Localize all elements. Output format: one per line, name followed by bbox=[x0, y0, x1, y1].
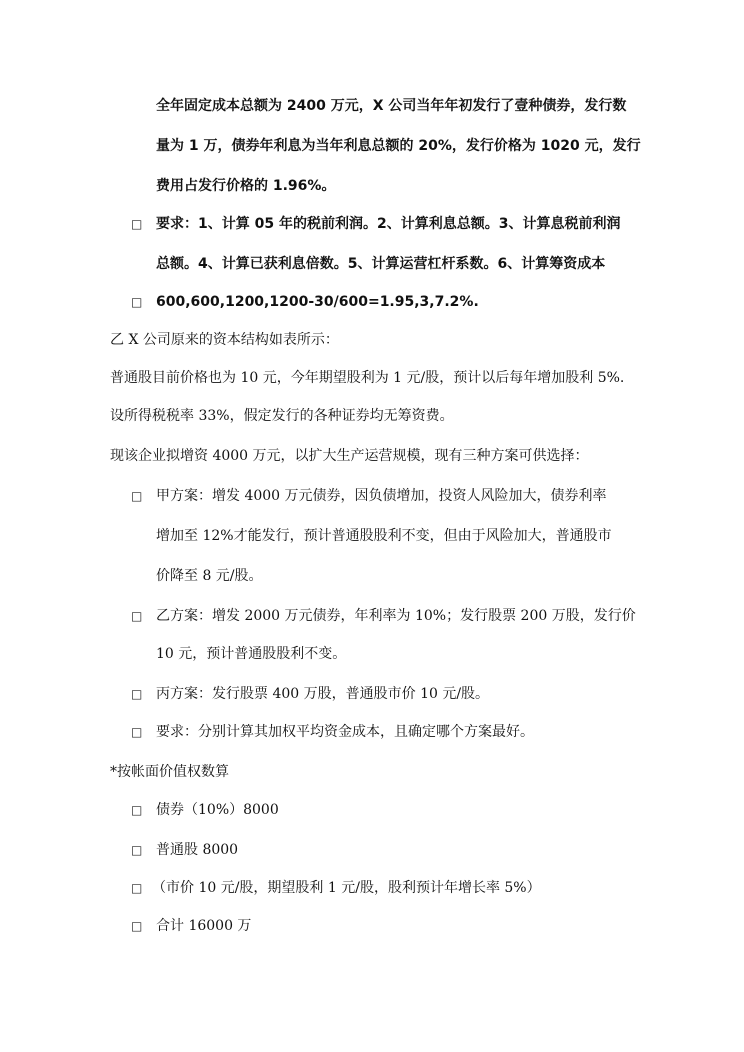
plan-a-line-1: 甲方案：增发 4000 万元债券，因负债增加，投资人风险加大，债券利率 bbox=[156, 488, 607, 504]
bullet-icon: □ bbox=[131, 217, 143, 231]
book-value-item: 债券（10%）8000 bbox=[156, 802, 279, 818]
book-value-item: 普通股 8000 bbox=[156, 842, 239, 858]
bullet-icon: □ bbox=[131, 609, 143, 623]
bullet-icon: □ bbox=[131, 881, 143, 895]
top-paragraph-line-3: 费用占发行价格的 1.96%。 bbox=[156, 178, 336, 194]
bullet-icon: □ bbox=[131, 295, 143, 309]
bullet-icon: □ bbox=[131, 687, 143, 701]
bullet-icon: □ bbox=[131, 803, 143, 817]
answer-1: 600,600,1200,1200-30/600=1.95,3,7.2%. bbox=[156, 294, 479, 310]
plan-a-line-2: 增加至 12%才能发行，预计普通股股利不变，但由于风险加大，普通股市 bbox=[156, 528, 612, 544]
requirement-1-line-1: 要求：1、计算 05 年的税前利润。2、计算利息总额。3、计算息税前利润 bbox=[156, 216, 621, 232]
book-value-item: 合计 16000 万 bbox=[156, 918, 252, 934]
case-2-stock-line: 普通股目前价格也为 10 元，今年期望股利为 1 元/股，预计以后每年增加股利 5%. bbox=[110, 370, 625, 386]
bullet-icon: □ bbox=[131, 489, 143, 503]
bullet-icon: □ bbox=[131, 725, 143, 739]
requirement-2: 要求：分别计算其加权平均资金成本，且确定哪个方案最好。 bbox=[156, 724, 534, 740]
plan-c-line-1: 丙方案：发行股票 400 万股，普通股市价 10 元/股。 bbox=[156, 686, 490, 702]
requirement-1-line-2: 总额。4、计算已获利息倍数。5、计算运营杠杆系数。6、计算筹资成本 bbox=[156, 256, 606, 272]
book-value-item: （市价 10 元/股，期望股利 1 元/股，股利预计年增长率 5%） bbox=[152, 880, 541, 896]
plan-b-line-2: 10 元，预计普通股股利不变。 bbox=[156, 646, 347, 662]
bullet-icon: □ bbox=[131, 919, 143, 933]
top-paragraph-line-1: 全年固定成本总额为 2400 万元，X 公司当年年初发行了壹种债券，发行数 bbox=[156, 98, 627, 114]
plan-b-line-1: 乙方案：增发 2000 万元债券，年利率为 10%；发行股票 200 万股，发行价 bbox=[156, 608, 636, 624]
bullet-icon: □ bbox=[131, 843, 143, 857]
case-2-intro: 乙 X 公司原来的资本结构如表所示： bbox=[110, 332, 339, 348]
book-value-title: *按帐面价值权数算 bbox=[110, 764, 229, 780]
top-paragraph-line-2: 量为 1 万，债券年利息为当年利息总额的 20%，发行价格为 1020 元，发行 bbox=[156, 138, 641, 154]
plan-a-line-3: 价降至 8 元/股。 bbox=[156, 568, 263, 584]
case-2-tax-line: 设所得税税率 33%，假定发行的各种证券均无筹资费。 bbox=[110, 408, 454, 424]
case-2-plan-line: 现该企业拟增资 4000 万元，以扩大生产运营规模，现有三种方案可供选择： bbox=[110, 448, 589, 464]
